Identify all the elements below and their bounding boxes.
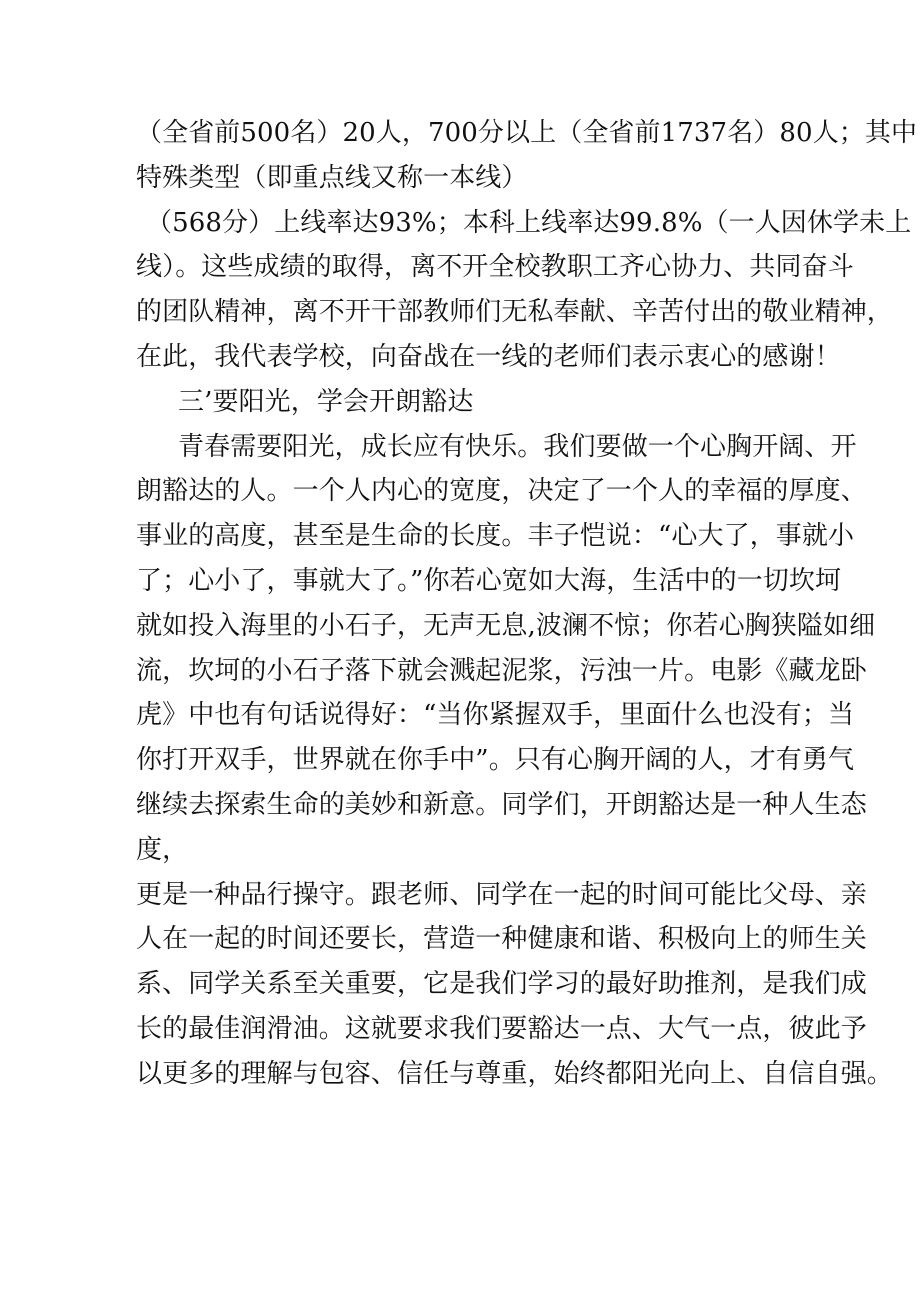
document-body	[136, 111, 918, 1097]
text-line: 以更多的理解与包容、信任与尊重，始终都阳光向上、自信自强。	[136, 1058, 893, 1089]
text-line: 你打开双手，世界就在你手中”。只有心胸开阔的人，才有勇气	[136, 745, 855, 776]
section-heading: 三’要阳光，学会开朗豁达	[178, 386, 474, 417]
text-line: 继续去探索生命的美妙和新意。同学们，开朗豁达是一种人生态	[136, 789, 867, 820]
text-line: 就如投入海里的小石子，无声无息,波澜不惊；你若心胸狭隘如细	[136, 610, 876, 641]
text-line: （568分）上线率达93%；本科上线率达99.8%（一人因休学未上	[146, 207, 912, 238]
text-line: 更是一种品行操守。跟老师、同学在一起的时间可能比父母、亲	[136, 879, 867, 910]
text-line: 朗豁达的人。一个人内心的宽度，决定了一个人的幸福的厚度、	[136, 476, 867, 507]
text-line: 度，	[136, 834, 189, 865]
text-line: 线）。这些成绩的取得，离不开全校教职工齐心协力、共同奋斗	[136, 252, 854, 283]
text-line: 特殊类型（即重点线又称一本线）	[136, 162, 528, 193]
text-line: 流，坎坷的小石子落下就会溅起泥浆，污浊一片。电影《藏龙卧	[136, 655, 867, 686]
text-line: 了；心小了，事就大了。”你若心宽如大海，生活中的一切坎坷	[136, 565, 842, 596]
text-line: （全省前500名）20人，700分以上（全省前1737名）80人；其中	[136, 118, 918, 148]
text-line: 系、同学关系至关重要，它是我们学习的最好助推剂，是我们成	[136, 969, 867, 1000]
text-line: 事业的高度，甚至是生命的长度。丰子恺说：“心大了，事就小	[136, 521, 855, 552]
text-line: 青春需要阳光，成长应有快乐。我们要做一个心胸开阔、开	[178, 431, 857, 462]
text-line: 的团队精神，离不开干部教师们无私奉献、辛苦付出的敬业精神，	[136, 297, 893, 328]
text-line: 人在一起的时间还要长，营造一种健康和谐、积极向上的师生关	[136, 924, 867, 955]
text-line: 虎》中也有句话说得好：“当你紧握双手，里面什么也没有；当	[136, 700, 855, 731]
text-line: 在此，我代表学校，向奋战在一线的老师们表示衷心的感谢！	[136, 341, 841, 372]
text-line: 长的最佳润滑油。这就要求我们要豁达一点、大气一点，彼此予	[136, 1013, 867, 1044]
